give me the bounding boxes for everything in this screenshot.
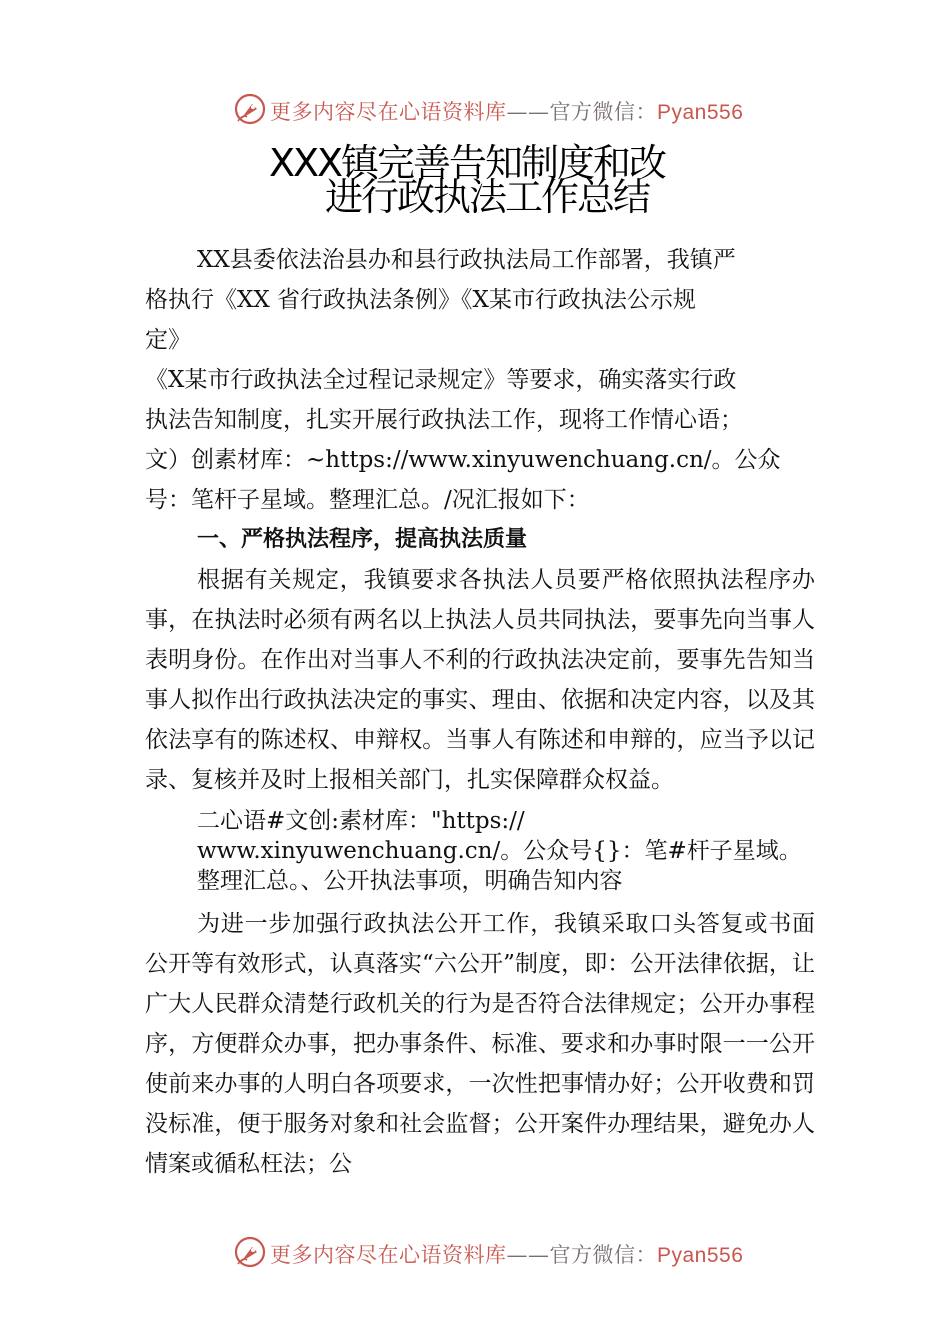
watermark-wechat-id: Pyan556 [657, 101, 744, 124]
watermark-site: 更多内容尽在心语资料库 [270, 100, 507, 124]
body-paragraph: 根据有关规定，我镇要求各执法人员要严格依照执法程序办事，在执法时必须有两名以上执法人员共同执法，要事先向当事人表明身份。在作出对当事人不利的行政执法决定前，要事先告知当事人拟作出行政执法决定的事实、理由、依据和决定内容，以及其依法享有的陈述权、申辩权。当事人有陈述和申辩的，应当予以记录、复核并及时上报相关部门，扎实保障群众权益。 [145, 567, 815, 793]
text-line: 《X某市行政执法全过程记录规定》等要求，确实落实行政 [145, 367, 737, 393]
pen-nib-logo-icon [233, 1235, 267, 1269]
text-line: 定》 [145, 327, 191, 353]
text-line: 格执行《XX 省行政执法条例》《X某市行政执法公示规 [145, 287, 696, 313]
mixed-paragraph [145, 806, 815, 896]
watermark-wechat-label: 官方微信： [549, 100, 657, 124]
watermark-site: 更多内容尽在心语资料库 [270, 1243, 507, 1267]
text-line: 文）创素材库：~https://www.xinyuwenchuang.cn/。公众 [145, 447, 781, 473]
text-line: 整理汇总。、公开执法事项，明确告知内容 [197, 868, 623, 894]
watermark-separator: —— [506, 1243, 550, 1267]
watermark-text [270, 96, 743, 126]
watermark-separator: —— [506, 100, 550, 124]
intro-paragraph [145, 240, 815, 520]
text-line: 二心语#文创:素材库："https:// [197, 808, 525, 834]
pen-nib-logo-icon [233, 92, 267, 126]
text-line: 执法告知制度，扎实开展行政执法工作，现将工作情心语； [145, 407, 743, 433]
body-paragraph: 为进一步加强行政执法公开工作，我镇采取口头答复或书面公开等有效形式，认真落实“六公开”制度，即：公开法律依据，让广大人民群众清楚行政机关的行为是否符合法律规定；公开办事程序，方便群众办事，把办事条件、标准、要求和办事时限一一公开使前来办事的人明白各项要求，一次性把事情办好；公开收费和罚没标准，便于服务对象和社会监督；公开案件办理结果，避免办人情案或循私枉法；公 [145, 911, 815, 1177]
text-line: XX县委依法治县办和县行政执法局工作部署，我镇严 [197, 247, 736, 273]
document-title-line-2: 进行政执法工作总结 [324, 175, 649, 219]
watermark-wechat-id: Pyan556 [657, 1244, 744, 1267]
document-title-line-1: XXX镇完善告知制度和改 [268, 141, 666, 185]
section-heading-1: 一、严格执法程序，提高执法质量 [197, 527, 528, 552]
watermark-wechat-label: 官方微信： [549, 1243, 657, 1267]
footer-watermark [0, 1233, 950, 1273]
text-line: www.xinyuwenchuang.cn/。公众号{}：笔#杆子星域。 [197, 838, 802, 864]
document-body [145, 240, 815, 1184]
header-watermark [0, 90, 950, 130]
text-line: 号：笔杆子星域。整理汇总。/况汇报如下： [145, 487, 590, 513]
watermark-text [270, 1239, 743, 1269]
